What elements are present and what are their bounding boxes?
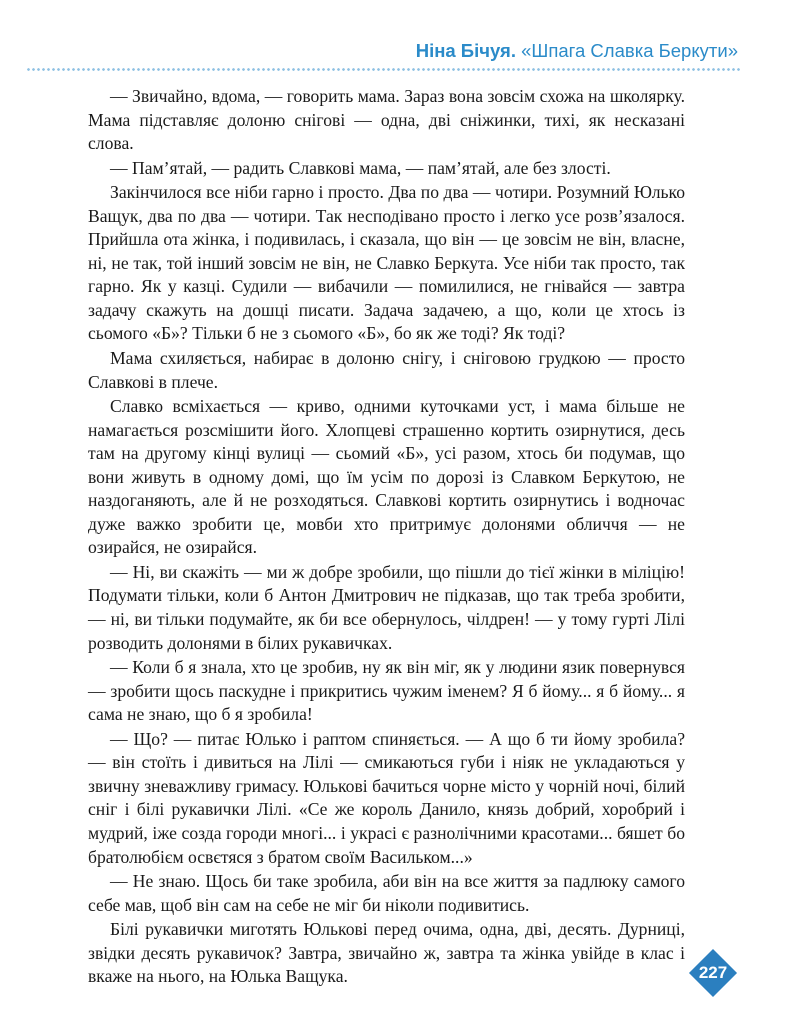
paragraph: — Коли б я знала, хто це зробив, ну як він міг, як у людини язик повернувся — зробити щось паскудне і прикритись чужим іменем? Я б йому... я б йому... я сама не знаю, що б я зробила! [88, 657, 685, 725]
header-author: Ніна Бічуя. [415, 40, 516, 61]
paragraph: Закінчилося все ніби гарно і просто. Два по два — чотири. Розумний Юлько Ващук, два по два — чотири. Так несподівано просто і легко усе розв’язалося. Прийшла ота жінка, і подивилась, і сказала, що він — це зовсім не він, власне, ні, не так, той інший зовсім не він, не Славко Беркута. Усе ніби так просто, так гарно. Як у казці. Судили — вибачили — помилилися, не гнівайся — завтра задачу скажуть на дошці писати. Задача задачею, а що, коли це хтось із сьомого «Б»? Тільки б не з сьомого «Б», бо як же тоді? Як тоді? [88, 182, 685, 344]
page-number: 227 [698, 963, 728, 982]
paragraph: Славко всміхається — криво, одними куточками уст, і мама більше не намагається розсмішити його. Хлопцеві страшенно кортить озирнутися, десь там на другому кінці вулиці — сьомий «Б», усі разом, хтось би подумав, що вони живуть в одному домі, що їм усім по дорозі із Славком Беркутою, не наздоганяють, але й не розходяться. Славкові кортить озирнутись і водночас дуже важко зробити це, мовби хто притримує долонями обличчя — не озирайся, не озирайся. [88, 396, 685, 558]
running-header [60, 40, 738, 62]
paragraph: — Звичайно, вдома, — говорить мама. Зараз вона зовсім схожа на школярку. Мама підставляє долоню снігові — одна, дві сніжинки, тихі, як несказані слова. [88, 86, 685, 154]
paragraph: Мама схиляється, набирає в долоню снігу, і сніговою грудкою — просто Славкові в плече. [88, 348, 685, 392]
paragraph: — Не знаю. Щось би таке зробила, аби він на все життя за падлюку самого себе мав, щоб він сам на себе не міг би ніколи подивитись. [88, 871, 685, 915]
paragraph: — Пам’ятай, — радить Славкові мама, — пам’ятай, але без злості. [110, 157, 611, 178]
paragraph: Білі рукавички миготять Юлькові перед очима, одна, дві, десять. Дурниці, звідки десять рукавичок? Завтра, звичайно ж, завтра та жінка увійде в клас і вкаже на нього, на Юлька Ващука. [88, 919, 685, 987]
paragraph: — Що? — питає Юлько і раптом спиняється. — А що б ти йому зробила? — він стоїть і дивиться на Лілі — смикаються губи і ніяк не укладаються у звичну зневажливу гримасу. Юлькові бачиться чорне місто у чорній ночі, білий сніг і білі рукавички Лілі. «Се же король Данило, князь добрий, хоробрий і мудрий, іже созда городи многі... і украсі є разнолічними красотами... бяшет бо братолюбієм освєтяся з братом своїм Васильком...» [88, 728, 685, 867]
paragraph: — Ні, ви скажіть — ми ж добре зробили, що пішли до тієї жінки в міліцію! Подумати тільки, коли б Антон Дмитрович не підказав, що так треба зробити, — ні, ви тільки подумайте, як би все обернулось, чілдрен! — у тому гурті Лілі розводить долонями в білих рукавичках. [88, 561, 685, 653]
dotted-divider [26, 68, 740, 71]
header-title: «Шпага Славка Беркути» [521, 40, 738, 61]
body-text [88, 85, 685, 990]
page-number-badge [688, 948, 738, 998]
